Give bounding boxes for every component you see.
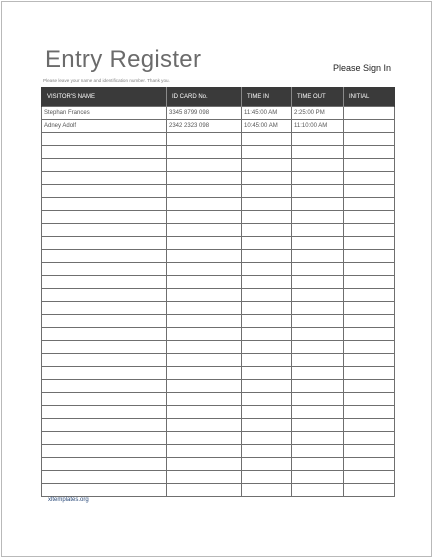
initial-cell[interactable] [344, 120, 395, 133]
time-out-cell[interactable] [292, 458, 344, 471]
table-row [42, 211, 395, 224]
time-in-cell[interactable] [242, 263, 292, 276]
visitor-name-cell[interactable] [42, 263, 167, 276]
visitor-name-cell[interactable] [42, 315, 167, 328]
table-row [42, 328, 395, 341]
id-card-cell[interactable] [167, 172, 242, 185]
initial-cell[interactable] [344, 224, 395, 237]
id-card-cell[interactable] [167, 484, 242, 497]
visitor-name-cell[interactable] [42, 276, 167, 289]
time-in-cell[interactable] [242, 341, 292, 354]
table-row [42, 107, 395, 120]
table-body [42, 107, 395, 497]
time-in-cell[interactable] [242, 250, 292, 263]
time-out-cell[interactable] [292, 276, 344, 289]
id-card-cell[interactable] [167, 289, 242, 302]
initial-cell[interactable] [344, 146, 395, 159]
time-in-cell[interactable] [242, 159, 292, 172]
visitor-name-cell[interactable] [42, 367, 167, 380]
initial-cell[interactable] [344, 302, 395, 315]
time-out-cell[interactable] [292, 471, 344, 484]
visitor-name-cell[interactable] [42, 432, 167, 445]
id-card-cell[interactable] [167, 315, 242, 328]
time-out-cell[interactable] [292, 445, 344, 458]
initial-cell[interactable] [344, 393, 395, 406]
table-row [42, 445, 395, 458]
instructions-text: Please leave your name and identification number. Thank you. [43, 78, 170, 83]
id-card-cell[interactable] [167, 419, 242, 432]
id-card-cell[interactable] [167, 185, 242, 198]
time-out-cell[interactable] [292, 146, 344, 159]
visitor-name-cell[interactable] [42, 211, 167, 224]
time-out-cell[interactable] [292, 211, 344, 224]
time-in-cell[interactable] [242, 276, 292, 289]
initial-cell[interactable] [344, 276, 395, 289]
table-row [42, 484, 395, 497]
table-row [42, 419, 395, 432]
time-out-cell[interactable] [292, 302, 344, 315]
table-row [42, 315, 395, 328]
column-header-time-in: TIME IN [242, 87, 292, 107]
time-out-cell[interactable] [292, 406, 344, 419]
table-row [42, 393, 395, 406]
time-out-cell[interactable] [292, 185, 344, 198]
time-in-cell[interactable]: 11:45:00 AM [242, 107, 292, 120]
table-row [42, 198, 395, 211]
initial-cell[interactable] [344, 445, 395, 458]
footer-link[interactable]: xltemplates.org [48, 497, 89, 503]
time-in-cell[interactable] [242, 484, 292, 497]
time-out-cell[interactable] [292, 172, 344, 185]
initial-cell[interactable] [344, 471, 395, 484]
initial-cell[interactable] [344, 172, 395, 185]
time-in-cell[interactable] [242, 237, 292, 250]
time-in-cell[interactable] [242, 198, 292, 211]
id-card-cell[interactable] [167, 458, 242, 471]
initial-cell[interactable] [344, 185, 395, 198]
time-out-cell[interactable] [292, 354, 344, 367]
visitor-name-cell[interactable] [42, 419, 167, 432]
table-row [42, 354, 395, 367]
time-in-cell[interactable] [242, 185, 292, 198]
table-row [42, 263, 395, 276]
table-row [42, 146, 395, 159]
column-header-time-out: TIME OUT [292, 87, 344, 107]
time-out-cell[interactable] [292, 315, 344, 328]
time-out-cell[interactable] [292, 419, 344, 432]
time-out-cell[interactable] [292, 198, 344, 211]
time-out-cell[interactable]: 11:10:00 AM [292, 120, 344, 133]
table-row [42, 185, 395, 198]
table-row [42, 458, 395, 471]
table-header-row [42, 87, 395, 107]
time-out-cell[interactable] [292, 328, 344, 341]
visitor-name-cell[interactable] [42, 393, 167, 406]
time-out-cell[interactable] [292, 367, 344, 380]
time-out-cell[interactable] [292, 133, 344, 146]
column-header-visitor-name: VISITOR'S NAME [42, 87, 167, 107]
initial-cell[interactable] [344, 367, 395, 380]
visitor-name-cell[interactable] [42, 250, 167, 263]
column-header-initial: INITIAL [344, 87, 395, 107]
initial-cell[interactable] [344, 237, 395, 250]
table-row [42, 250, 395, 263]
time-out-cell[interactable] [292, 289, 344, 302]
visitor-name-cell[interactable] [42, 133, 167, 146]
visitor-name-cell[interactable] [42, 302, 167, 315]
visitor-name-cell[interactable] [42, 328, 167, 341]
visitor-name-cell[interactable]: Adney Adolf [42, 120, 167, 133]
id-card-cell[interactable] [167, 341, 242, 354]
visitor-name-cell[interactable] [42, 198, 167, 211]
table-row [42, 276, 395, 289]
time-in-cell[interactable] [242, 419, 292, 432]
sign-in-label: Please Sign In [332, 63, 391, 73]
initial-cell[interactable] [344, 107, 395, 120]
visitor-name-cell[interactable] [42, 380, 167, 393]
initial-cell[interactable] [344, 419, 395, 432]
visitor-name-cell[interactable] [42, 159, 167, 172]
time-out-cell[interactable] [292, 393, 344, 406]
visitor-name-cell[interactable] [42, 237, 167, 250]
time-in-cell[interactable] [242, 354, 292, 367]
id-card-cell[interactable] [167, 393, 242, 406]
time-in-cell[interactable] [242, 458, 292, 471]
page-title: Entry Register [45, 46, 202, 73]
time-in-cell[interactable] [242, 289, 292, 302]
initial-cell[interactable] [344, 133, 395, 146]
initial-cell[interactable] [344, 328, 395, 341]
time-in-cell[interactable] [242, 302, 292, 315]
visitor-name-cell[interactable] [42, 146, 167, 159]
id-card-cell[interactable] [167, 471, 242, 484]
id-card-cell[interactable] [167, 211, 242, 224]
time-in-cell[interactable] [242, 224, 292, 237]
table-row [42, 224, 395, 237]
time-out-cell[interactable] [292, 159, 344, 172]
visitor-name-cell[interactable] [42, 341, 167, 354]
initial-cell[interactable] [344, 458, 395, 471]
time-out-cell[interactable] [292, 263, 344, 276]
time-in-cell[interactable] [242, 315, 292, 328]
initial-cell[interactable] [344, 341, 395, 354]
id-card-cell[interactable] [167, 133, 242, 146]
time-out-cell[interactable] [292, 237, 344, 250]
id-card-cell[interactable] [167, 406, 242, 419]
time-out-cell[interactable] [292, 250, 344, 263]
id-card-cell[interactable] [167, 276, 242, 289]
time-in-cell[interactable] [242, 445, 292, 458]
table-row [42, 120, 395, 133]
id-card-cell[interactable] [167, 432, 242, 445]
time-in-cell[interactable] [242, 393, 292, 406]
time-in-cell[interactable] [242, 211, 292, 224]
id-card-cell[interactable] [167, 380, 242, 393]
time-in-cell[interactable]: 10:45:00 AM [242, 120, 292, 133]
initial-cell[interactable] [344, 380, 395, 393]
table-row [42, 302, 395, 315]
id-card-cell[interactable] [167, 445, 242, 458]
table-row [42, 380, 395, 393]
id-card-cell[interactable] [167, 159, 242, 172]
time-out-cell[interactable] [292, 224, 344, 237]
visitor-name-cell[interactable] [42, 406, 167, 419]
table-row [42, 471, 395, 484]
id-card-cell[interactable] [167, 263, 242, 276]
time-in-cell[interactable] [242, 471, 292, 484]
table-row [42, 172, 395, 185]
initial-cell[interactable] [344, 432, 395, 445]
id-card-cell[interactable]: 3345 8799 098 [167, 107, 242, 120]
visitor-name-cell[interactable] [42, 172, 167, 185]
initial-cell[interactable] [344, 354, 395, 367]
initial-cell[interactable] [344, 159, 395, 172]
table-row [42, 367, 395, 380]
time-out-cell[interactable] [292, 380, 344, 393]
id-card-cell[interactable] [167, 328, 242, 341]
initial-cell[interactable] [344, 289, 395, 302]
id-card-cell[interactable] [167, 302, 242, 315]
visitor-name-cell[interactable]: Stephan Frances [42, 107, 167, 120]
time-out-cell[interactable] [292, 341, 344, 354]
table-row [42, 133, 395, 146]
visitor-name-cell[interactable] [42, 354, 167, 367]
time-in-cell[interactable] [242, 367, 292, 380]
time-out-cell[interactable] [292, 484, 344, 497]
table-row [42, 341, 395, 354]
table-row [42, 289, 395, 302]
time-in-cell[interactable] [242, 172, 292, 185]
visitor-name-cell[interactable] [42, 289, 167, 302]
initial-cell[interactable] [344, 250, 395, 263]
visitor-name-cell[interactable] [42, 458, 167, 471]
table-row [42, 237, 395, 250]
id-card-cell[interactable] [167, 237, 242, 250]
initial-cell[interactable] [344, 315, 395, 328]
time-in-cell[interactable] [242, 380, 292, 393]
id-card-cell[interactable] [167, 250, 242, 263]
visitor-name-cell[interactable] [42, 224, 167, 237]
id-card-cell[interactable] [167, 367, 242, 380]
register-page [1, 1, 432, 557]
register-table [41, 87, 395, 497]
initial-cell[interactable] [344, 406, 395, 419]
time-in-cell[interactable] [242, 146, 292, 159]
id-card-cell[interactable] [167, 146, 242, 159]
table-row [42, 432, 395, 445]
time-in-cell[interactable] [242, 406, 292, 419]
table-row [42, 406, 395, 419]
initial-cell[interactable] [344, 484, 395, 497]
visitor-name-cell[interactable] [42, 484, 167, 497]
initial-cell[interactable] [344, 263, 395, 276]
visitor-name-cell[interactable] [42, 445, 167, 458]
visitor-name-cell[interactable] [42, 185, 167, 198]
time-in-cell[interactable] [242, 432, 292, 445]
time-out-cell[interactable]: 2:25:00 PM [292, 107, 344, 120]
table-row [42, 159, 395, 172]
id-card-cell[interactable] [167, 354, 242, 367]
id-card-cell[interactable] [167, 224, 242, 237]
visitor-name-cell[interactable] [42, 471, 167, 484]
time-out-cell[interactable] [292, 432, 344, 445]
time-in-cell[interactable] [242, 133, 292, 146]
id-card-cell[interactable]: 2342 2323 098 [167, 120, 242, 133]
time-in-cell[interactable] [242, 328, 292, 341]
id-card-cell[interactable] [167, 198, 242, 211]
initial-cell[interactable] [344, 211, 395, 224]
initial-cell[interactable] [344, 198, 395, 211]
column-header-id-card: ID CARD No. [167, 87, 242, 107]
